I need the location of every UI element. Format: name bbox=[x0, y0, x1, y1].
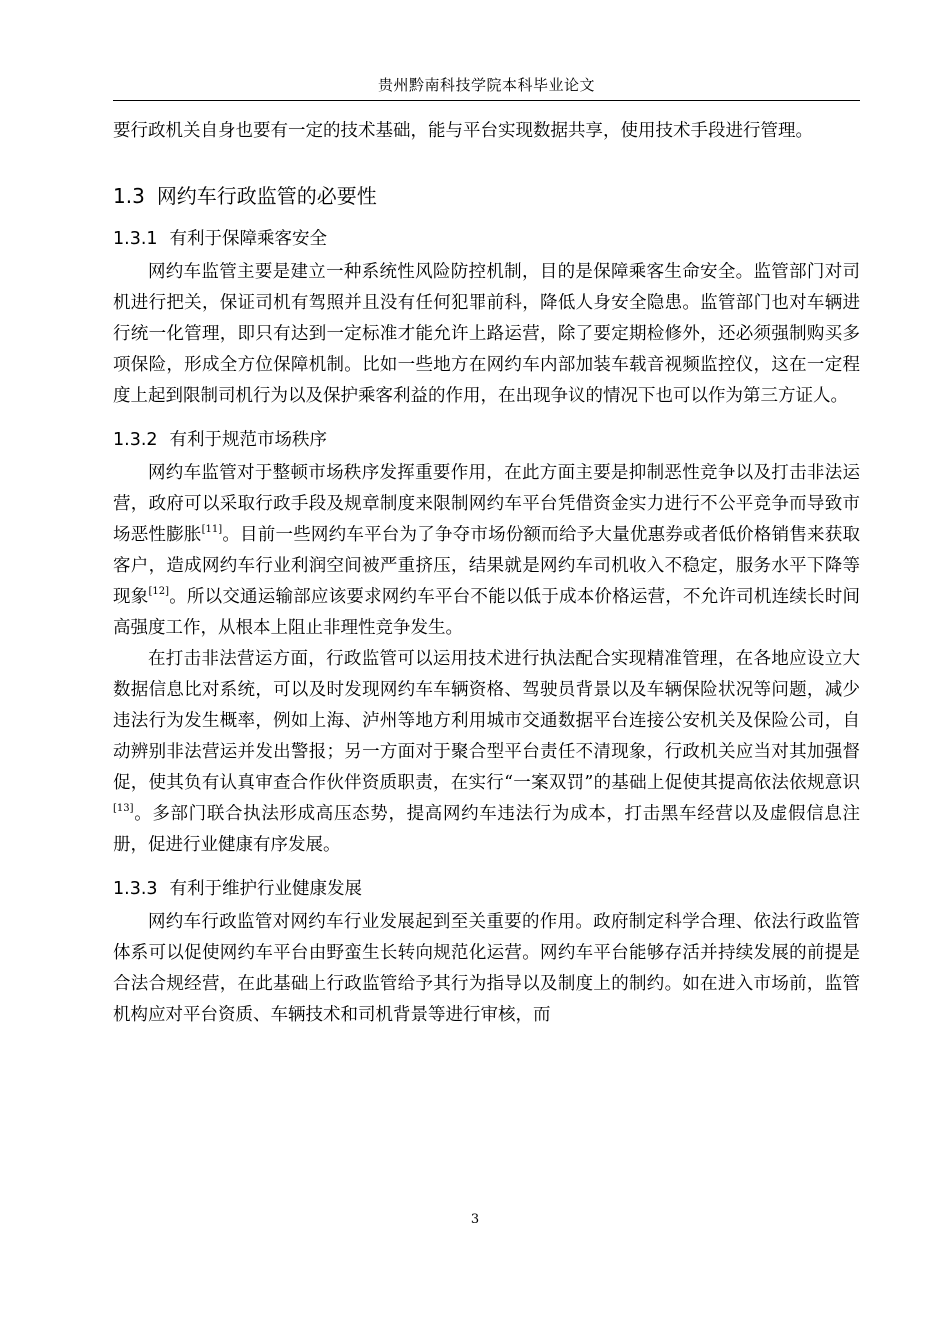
section-number: 1.3 bbox=[113, 184, 145, 208]
header-rule bbox=[113, 100, 860, 101]
running-header: 贵州黔南科技学院本科毕业论文 bbox=[377, 76, 595, 94]
intro-paragraph: 要行政机关自身也要有一定的技术基础，能与平台实现数据共享，使用技术手段进行管理。 bbox=[113, 121, 813, 141]
paragraph-text: 在打击非法营运方面，行政监管可以运用技术进行执法配合实现精准管理，在各地应设立大数据信息比对系统，可以及时发现网约车车辆资格、驾驶员背景以及车辆保险状况等问题，减少违法行为发生概率，例如上海、泸州等地方利用城市交通数据平台连接公安机关及保险公司，自动辨别非法营运并发出警报；另一方面对于聚合型平台责任不清现象，行政机关应当对其加强督促，使其负有认真审查合作伙伴资质职责，在实行“一案双罚”的基础上促使其提高依法依规意识 bbox=[113, 649, 860, 793]
paragraph-market-order bbox=[113, 458, 860, 644]
paragraph-text: 网约车监管对于整顿市场秩序发挥重要作用，在此方面主要是抑制恶性竞争以及打击非法运营，政府可以采取行政手段及规章制度来限制网约车平台凭借资金实力进行不公平竞争而导致市场恶性膨胀 bbox=[113, 463, 860, 545]
page-body bbox=[113, 116, 860, 1031]
subsection-number: 1.3.3 bbox=[113, 879, 158, 899]
paragraph-illegal-operation bbox=[113, 644, 860, 861]
section-title: 网约车行政监管的必要性 bbox=[156, 184, 377, 208]
section-heading bbox=[113, 179, 860, 213]
citation-ref: [11] bbox=[201, 524, 223, 535]
subsection-heading-1 bbox=[113, 225, 860, 253]
paragraph-text: 。多部门联合执法形成高压态势，提高网约车违法行为成本，打击黑车经营以及虚假信息注册，促进行业健康有序发展。 bbox=[113, 804, 860, 855]
subsection-heading-3 bbox=[113, 875, 860, 903]
subsection-title: 有利于规范市场秩序 bbox=[169, 430, 328, 450]
paragraph-passenger-safety: 网约车监管主要是建立一种系统性风险防控机制，目的是保障乘客生命安全。监管部门对司机进行把关，保证司机有驾照并且没有任何犯罪前科，降低人身安全隐患。监管部门也对车辆进行统一化管理，即只有达到一定标准才能允许上路运营，除了要定期检修外，还必须强制购买多项保险，形成全方位保障机制。比如一些地方在网约车内部加装车载音视频监控仪，这在一定程度上起到限制司机行为以及保护乘客利益的作用，在出现争议的情况下也可以作为第三方证人。 bbox=[113, 262, 860, 406]
subsection-heading-2 bbox=[113, 426, 860, 454]
paragraph-text: 。所以交通运输部应该要求网约车平台不能以低于成本价格运营，不允许司机连续长时间高强度工作，从根本上阻止非理性竞争发生。 bbox=[113, 587, 860, 638]
subsection-title: 有利于保障乘客安全 bbox=[169, 229, 328, 249]
subsection-number: 1.3.2 bbox=[113, 430, 158, 450]
page-number: 3 bbox=[470, 1212, 480, 1227]
paragraph-text: 。目前一些网约车平台为了争夺市场份额而给予大量优惠券或者低价格销售来获取客户，造成网约车行业利润空间被严重挤压，结果就是网约车司机收入不稳定，服务水平下降等现象 bbox=[113, 525, 860, 607]
paragraph-industry-health: 网约车行政监管对网约车行业发展起到至关重要的作用。政府制定科学合理、依法行政监管体系可以促使网约车平台由野蛮生长转向规范化运营。网约车平台能够存活并持续发展的前提是合法合规经营，在此基础上行政监管给予其行为指导以及制度上的制约。如在进入市场前，监管机构应对平台资质、车辆技术和司机背景等进行审核，而 bbox=[113, 912, 860, 1025]
subsection-title: 有利于维护行业健康发展 bbox=[169, 879, 363, 899]
citation-ref: [13] bbox=[113, 803, 134, 814]
subsection-number: 1.3.1 bbox=[113, 229, 158, 249]
citation-ref: [12] bbox=[148, 586, 169, 597]
